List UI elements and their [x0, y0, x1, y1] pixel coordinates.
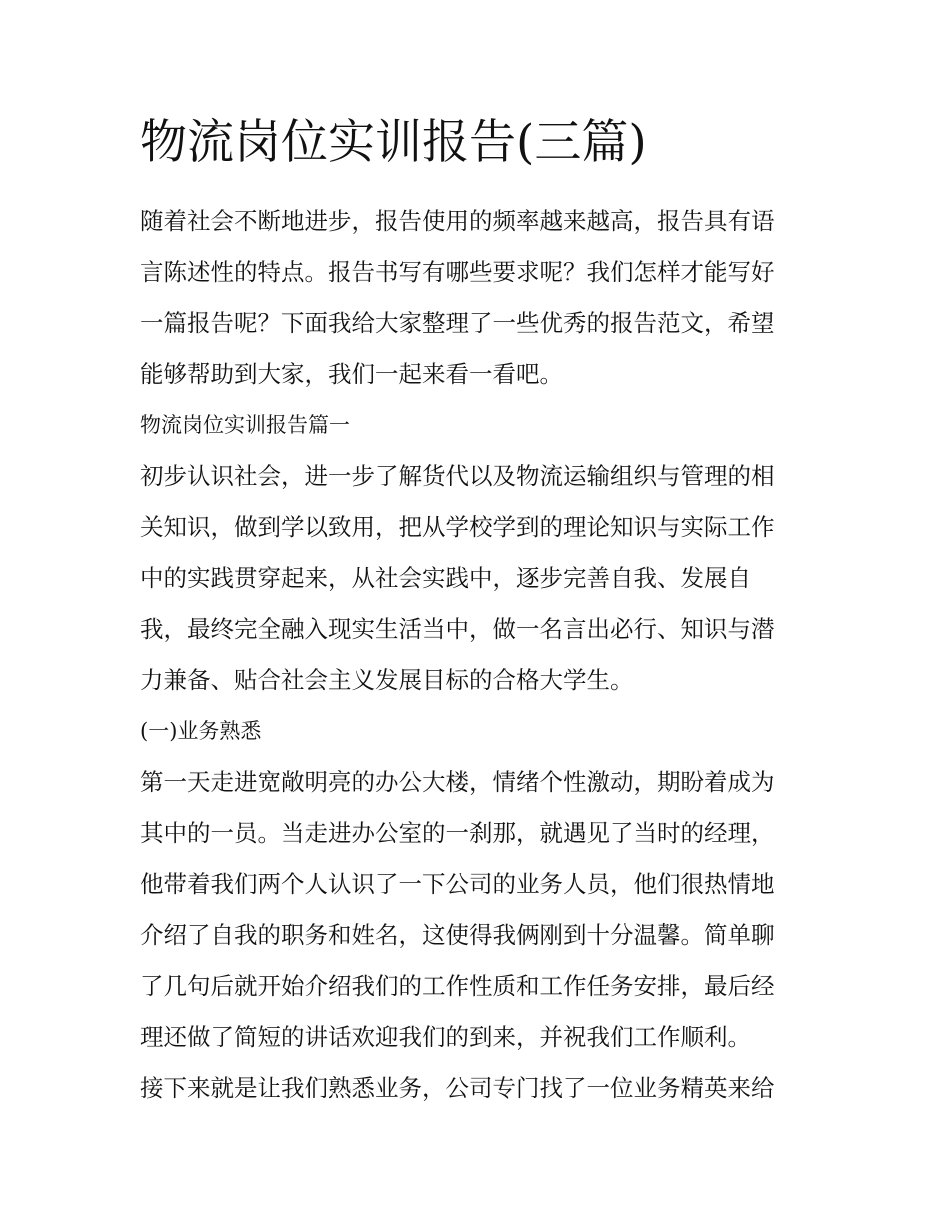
subsection-heading: (一)业务熟悉 — [140, 719, 262, 743]
body-line: 了几句后就开始介绍我们的工作性质和工作任务安排，最后经 — [140, 972, 775, 1000]
document-title: 物流岗位实训报告(三篇) — [140, 115, 647, 170]
body-line: 随着社会不断地进步，报告使用的频率越来越高，报告具有语 — [140, 207, 775, 235]
body-line: 理还做了简短的讲话欢迎我们的到来，并祝我们工作顺利。 — [140, 1023, 751, 1051]
document-body — [140, 196, 820, 1114]
body-line: 能够帮助到大家，我们一起来看一看吧。 — [140, 360, 563, 388]
body-line: 关知识，做到学以致用，把从学校学到的理论知识与实际工作 — [140, 513, 775, 541]
body-line: 他带着我们两个人认识了一下公司的业务人员，他们很热情地 — [140, 870, 775, 898]
body-line: 中的实践贯穿起来，从社会实践中，逐步完善自我、发展自 — [140, 564, 751, 592]
body-line: 其中的一员。当走进办公室的一刹那，就遇见了当时的经理， — [140, 819, 775, 847]
section-heading: 物流岗位实训报告篇一 — [140, 413, 350, 437]
body-line: 接下来就是让我们熟悉业务，公司专门找了一位业务精英来给 — [140, 1074, 775, 1102]
body-line: 我，最终完全融入现实生活当中，做一名言出必行、知识与潜 — [140, 615, 775, 643]
body-line: 初步认识社会，进一步了解货代以及物流运输组织与管理的相 — [140, 462, 775, 490]
body-line: 一篇报告呢？下面我给大家整理了一些优秀的报告范文，希望 — [140, 309, 775, 337]
body-line: 言陈述性的特点。报告书写有哪些要求呢？我们怎样才能写好 — [140, 258, 775, 286]
body-line: 第一天走进宽敞明亮的办公大楼，情绪个性激动，期盼着成为 — [140, 768, 775, 796]
body-line: 力兼备、贴合社会主义发展目标的合格大学生。 — [140, 666, 634, 694]
body-line: 介绍了自我的职务和姓名，这使得我俩刚到十分温馨。简单聊 — [140, 921, 775, 949]
